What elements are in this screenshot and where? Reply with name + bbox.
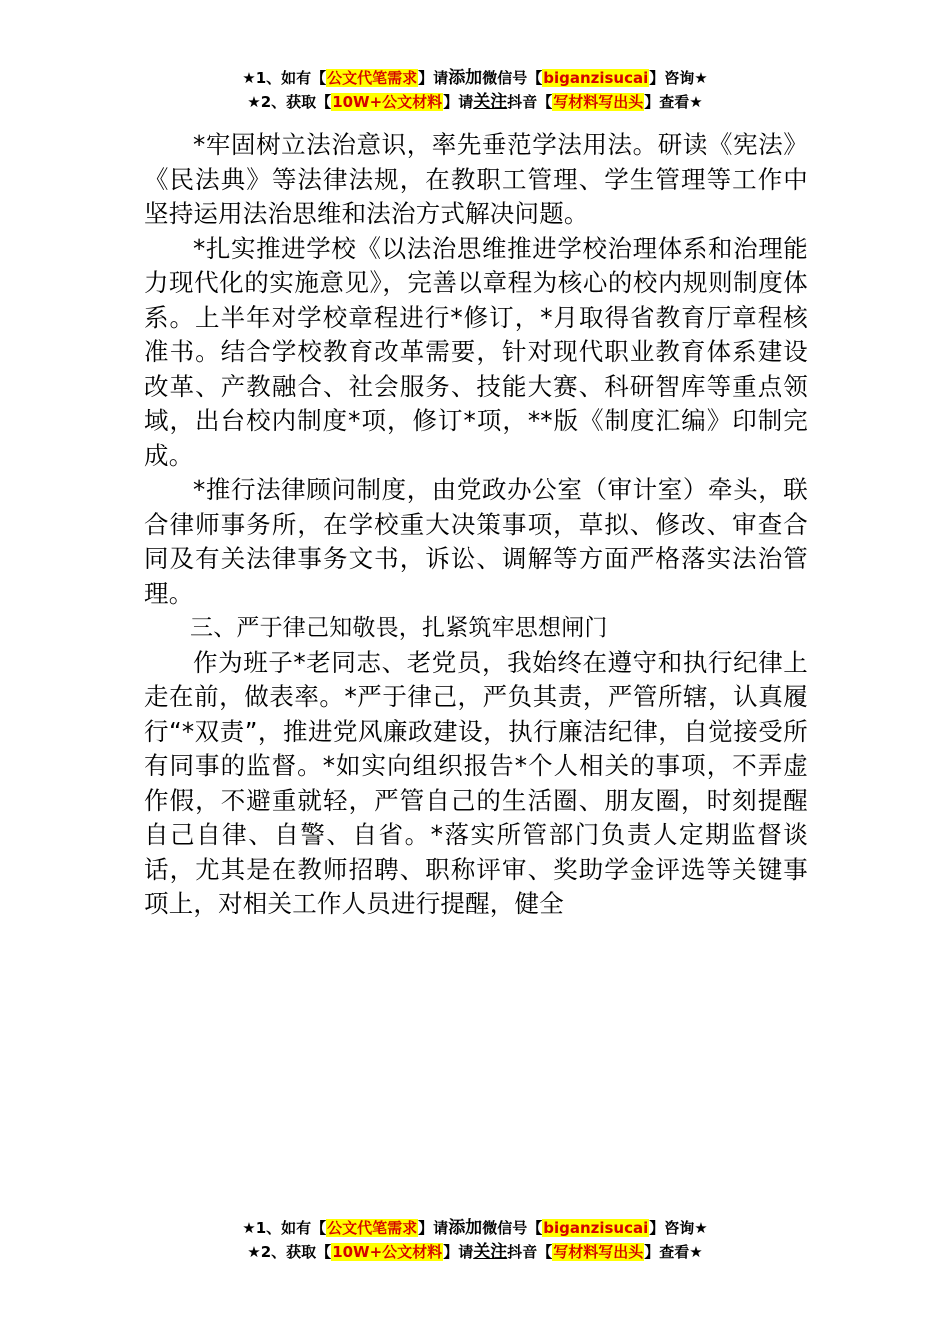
section-heading: 三、严于律己知敬畏，扎紧筑牢思想闸门 [190, 615, 608, 641]
banner-text: 】查看★ [644, 1243, 703, 1261]
banner-emphasis: 关注 [473, 92, 508, 112]
header-banner [0, 66, 950, 114]
banner-line-2 [0, 1240, 950, 1264]
banner-text: 】请 [443, 1243, 474, 1261]
banner-emphasis: 关注 [473, 1242, 508, 1262]
banner-text: 】请 [418, 69, 449, 87]
highlight-materials: 10W+公文材料 [332, 93, 443, 111]
highlight-douyin: 写材料写出头 [553, 1243, 644, 1261]
banner-text: 】请 [443, 93, 474, 111]
highlight-wechat-id: biganzisucai [543, 1219, 649, 1237]
footer-banner [0, 1216, 950, 1264]
banner-text: ★1、如有【 [242, 1219, 327, 1237]
banner-text: 】咨询★ [649, 1219, 708, 1237]
highlight-douyin: 写材料写出头 [553, 93, 644, 111]
banner-line-2 [0, 90, 950, 114]
paragraph: *扎实推进学校《以法治思维推进学校治理体系和治理能力现代化的实施意见》，完善以章程为核心的校内规则制度体系。上半年对学校章程进行*修订，*月取得省教育厅章程核准书。结合学校教育改革需要，针对现代职业教育体系建设改革、产教融合、社会服务、技能大赛、科研智库等重点领域，出台校内制度*项，修订*项，**版《制度汇编》印制完成。 [144, 233, 808, 470]
paragraph: 作为班子*老同志、老党员，我始终在遵守和执行纪律上走在前，做表率。*严于律己，严负其责，严管所辖，认真履行“*双责”，推进党风廉政建设，执行廉洁纪律，自觉接受所有同事的监督。*如实向组织报告*个人相关的事项，不弄虚作假，不避重就轻，严管自己的生活圈、朋友圈，时刻提醒自己自律、自警、自省。*落实所管部门负责人定期监督谈话，尤其是在教师招聘、职称评审、奖助学金评选等关键事项上，对相关工作人员进行提醒，健全 [144, 647, 808, 918]
banner-emphasis: 添加 [448, 1218, 483, 1238]
banner-line-1 [0, 66, 950, 90]
paragraph: *推行法律顾问制度，由党政办公室（审计室）牵头，联合律师事务所，在学校重大决策事项，草拟、修改、审查合同及有关法律事务文书，诉讼、调解等方面严格落实法治管理。 [144, 475, 808, 608]
banner-text: 抖音【 [507, 93, 553, 111]
highlight-wechat-id: biganzisucai [543, 69, 649, 87]
banner-text: 】咨询★ [649, 69, 708, 87]
paragraph: *牢固树立法治意识，率先垂范学法用法。研读《宪法》《民法典》等法律法规，在教职工管理、学生管理等工作中坚持运用法治思维和法治方式解决问题。 [144, 130, 808, 228]
highlight-service: 公文代笔需求 [327, 1219, 418, 1237]
banner-text: 】查看★ [644, 93, 703, 111]
banner-emphasis: 添加 [448, 68, 483, 88]
highlight-service: 公文代笔需求 [327, 69, 418, 87]
banner-line-1 [0, 1216, 950, 1240]
banner-text: ★1、如有【 [242, 69, 327, 87]
banner-text: 】请 [418, 1219, 449, 1237]
banner-text: 微信号【 [482, 69, 543, 87]
banner-text: 微信号【 [482, 1219, 543, 1237]
banner-text: ★2、获取【 [247, 93, 332, 111]
highlight-materials: 10W+公文材料 [332, 1243, 443, 1261]
banner-text: 抖音【 [507, 1243, 553, 1261]
document-body [144, 128, 808, 922]
banner-text: ★2、获取【 [247, 1243, 332, 1261]
